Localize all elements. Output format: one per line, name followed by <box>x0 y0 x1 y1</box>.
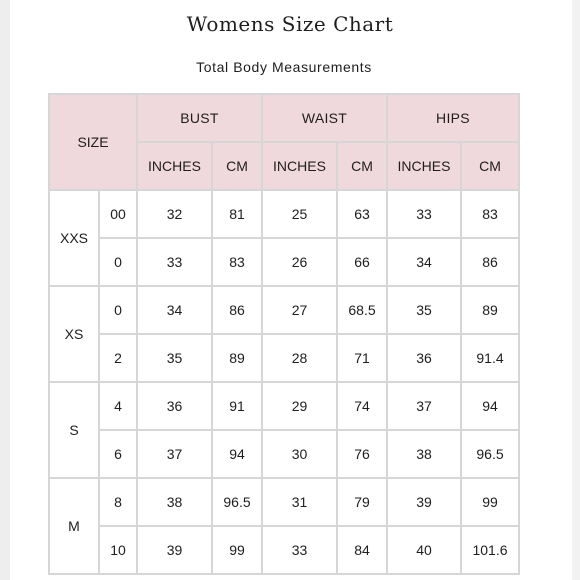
group-header-waist: WAIST <box>262 94 387 142</box>
unit-header-bust-cm: CM <box>212 142 262 190</box>
waist-inches-cell: 27 <box>262 286 337 334</box>
bust-cm-cell: 89 <box>212 334 262 382</box>
hips-inches-cell: 35 <box>387 286 461 334</box>
bust-cm-cell: 99 <box>212 526 262 574</box>
bust-cm-cell: 86 <box>212 286 262 334</box>
hips-inches-cell: 39 <box>387 478 461 526</box>
hips-inches-cell: 38 <box>387 430 461 478</box>
size-number: 8 <box>99 478 137 526</box>
unit-header-hips-inches: INCHES <box>387 142 461 190</box>
waist-inches-cell: 29 <box>262 382 337 430</box>
size-label: XS <box>49 286 99 382</box>
table-row <box>49 334 519 382</box>
page-edge-left <box>0 0 10 580</box>
chart-subtitle: Total Body Measurements <box>196 59 372 75</box>
bust-cm-cell: 81 <box>212 190 262 238</box>
waist-inches-cell: 30 <box>262 430 337 478</box>
unit-header-hips-cm: CM <box>461 142 519 190</box>
size-number: 6 <box>99 430 137 478</box>
size-label: XXS <box>49 190 99 286</box>
table-row <box>49 478 519 526</box>
table-row <box>49 286 519 334</box>
waist-cm-cell: 68.5 <box>337 286 387 334</box>
hips-cm-cell: 89 <box>461 286 519 334</box>
hips-cm-cell: 86 <box>461 238 519 286</box>
waist-inches-cell: 25 <box>262 190 337 238</box>
table-row <box>49 382 519 430</box>
bust-cm-cell: 83 <box>212 238 262 286</box>
size-label: M <box>49 478 99 574</box>
group-header-bust: BUST <box>137 94 262 142</box>
bust-inches-cell: 39 <box>137 526 212 574</box>
hips-cm-cell: 83 <box>461 190 519 238</box>
chart-title: Womens Size Chart <box>186 12 394 36</box>
waist-inches-cell: 33 <box>262 526 337 574</box>
hips-inches-cell: 34 <box>387 238 461 286</box>
size-number: 4 <box>99 382 137 430</box>
size-number: 0 <box>99 238 137 286</box>
bust-inches-cell: 34 <box>137 286 212 334</box>
bust-inches-cell: 32 <box>137 190 212 238</box>
unit-header-waist-cm: CM <box>337 142 387 190</box>
hips-cm-cell: 96.5 <box>461 430 519 478</box>
size-header: SIZE <box>49 94 137 190</box>
hips-inches-cell: 40 <box>387 526 461 574</box>
size-label: S <box>49 382 99 478</box>
table-row <box>49 190 519 238</box>
size-number: 10 <box>99 526 137 574</box>
waist-cm-cell: 71 <box>337 334 387 382</box>
bust-inches-cell: 33 <box>137 238 212 286</box>
bust-inches-cell: 37 <box>137 430 212 478</box>
bust-inches-cell: 38 <box>137 478 212 526</box>
unit-header-waist-inches: INCHES <box>262 142 337 190</box>
hips-inches-cell: 36 <box>387 334 461 382</box>
waist-cm-cell: 76 <box>337 430 387 478</box>
hips-cm-cell: 94 <box>461 382 519 430</box>
waist-cm-cell: 79 <box>337 478 387 526</box>
waist-cm-cell: 74 <box>337 382 387 430</box>
page-edge-right <box>572 0 580 580</box>
bust-inches-cell: 36 <box>137 382 212 430</box>
waist-inches-cell: 26 <box>262 238 337 286</box>
bust-cm-cell: 91 <box>212 382 262 430</box>
waist-inches-cell: 31 <box>262 478 337 526</box>
bust-cm-cell: 96.5 <box>212 478 262 526</box>
waist-cm-cell: 66 <box>337 238 387 286</box>
hips-cm-cell: 101.6 <box>461 526 519 574</box>
table-row <box>49 430 519 478</box>
group-header-hips: HIPS <box>387 94 519 142</box>
hips-inches-cell: 37 <box>387 382 461 430</box>
bust-cm-cell: 94 <box>212 430 262 478</box>
hips-cm-cell: 91.4 <box>461 334 519 382</box>
unit-header-bust-inches: INCHES <box>137 142 212 190</box>
size-number: 2 <box>99 334 137 382</box>
size-table <box>48 93 520 575</box>
hips-cm-cell: 99 <box>461 478 519 526</box>
waist-cm-cell: 63 <box>337 190 387 238</box>
size-number: 0 <box>99 286 137 334</box>
hips-inches-cell: 33 <box>387 190 461 238</box>
waist-inches-cell: 28 <box>262 334 337 382</box>
bust-inches-cell: 35 <box>137 334 212 382</box>
size-number: 00 <box>99 190 137 238</box>
table-row <box>49 526 519 574</box>
table-row <box>49 238 519 286</box>
waist-cm-cell: 84 <box>337 526 387 574</box>
header-row-groups <box>49 94 519 142</box>
